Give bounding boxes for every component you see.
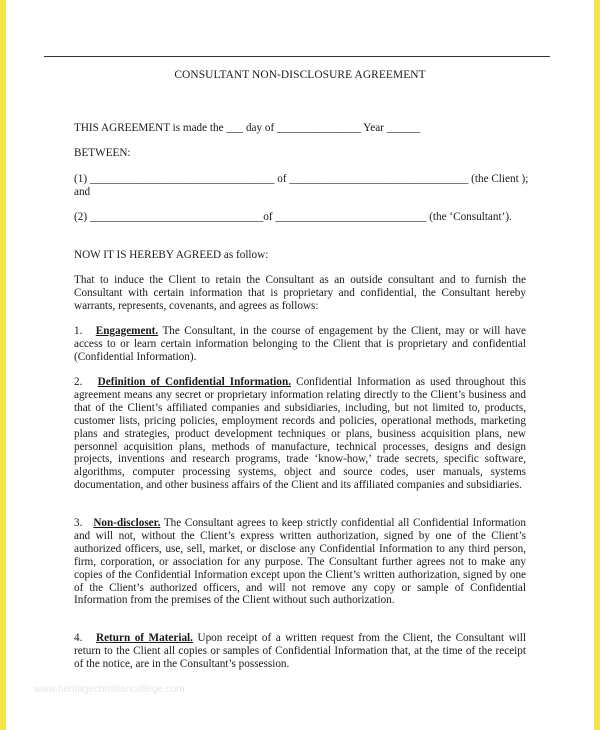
intro-paragraph: That to induce the Client to retain the Consultant as an outside consultant and to furnish the Consultant with certain information that is proprietary and confidential, the Consultant hereby warrants, represents, covenants, and agrees as follows:: [74, 274, 526, 312]
document-page: [6, 0, 594, 730]
clause-text: The Consultant, in the course of engagement by the Client, may or will have access to or learn certain information belonging to the Client that is proprietary and confidential (Confidential Information).: [74, 325, 526, 363]
and-label: and: [74, 186, 91, 198]
clause-text: Confidential Information as used throughout this agreement means any secret or proprietary information relating directly to the Client’s business and that of the Client’s affiliated companies and subsidiaries, including, but not limited to, products, customer lists, pricing policies, employment records and policies, operational methods, marketing plans and strategies, product development techniques or plans, business acquisition plans, new personnel acquisition plans, methods of manufacture, technical processes, designs and design projects, inventions and research programs, trade ‘know-how,’ trade secrets, specific software, algorithms, computer processing systems, object and source codes, user manuals, systems documentation, and other business affairs of the Client and its affiliated companies and subsidiaries.: [74, 376, 527, 492]
clause-return-of-material: [74, 632, 526, 671]
clause-heading: Return of Material.: [95, 632, 193, 644]
clause-heading: Engagement.: [95, 325, 159, 337]
agreed-line: NOW IT IS HEREBY AGREED as follow:: [74, 249, 269, 261]
clause-number: 4.: [74, 632, 83, 644]
agreement-date-line: THIS AGREEMENT is made the ___ day of _______________ Year ______: [74, 122, 421, 134]
party-2-line: (2) _______________________________of ___________________________ (the ‘Consultant’).: [74, 211, 512, 223]
clause-number: 2.: [74, 376, 83, 388]
clause-definition: [74, 376, 526, 492]
watermark-text: www.heritagechristiancollege.com: [34, 684, 185, 695]
party-1-line: (1) _________________________________ of ________________________________ (the Client );: [74, 173, 529, 185]
clause-text: Upon receipt of a written request from the Client, the Consultant will return to the Client all copies or samples of Confidential Information that, at the time of the receipt of the notice, are in the Consultant’s possession.: [74, 632, 527, 670]
clause-non-disclosure: [74, 517, 526, 607]
document-title: CONSULTANT NON-DISCLOSURE AGREEMENT: [174, 69, 426, 81]
between-label: BETWEEN:: [74, 147, 131, 159]
clause-engagement: [74, 325, 526, 364]
clause-number: 1.: [74, 325, 83, 337]
clause-heading: Definition of Confidential Information.: [97, 376, 292, 388]
clause-heading: Non-discloser.: [93, 517, 161, 529]
top-rule: [44, 56, 550, 57]
clause-text: The Consultant agrees to keep strictly confidential all Confidential Information and will not, without the Client’s express written authorization, signed by one of the Client’s authorized officers, use, sell, market, or disclose any Confidential Information to any third person, firm, corporation, or association for any purpose. The Consultant further agrees not to make any copies of the Confidential Information except upon the Client’s written authorization, signed by one of the Client’s authorized officers, and will not remove any copy or sample of Confidential Information from the premises of the Client without such authorization.: [74, 517, 526, 607]
clause-number: 3.: [74, 517, 83, 529]
